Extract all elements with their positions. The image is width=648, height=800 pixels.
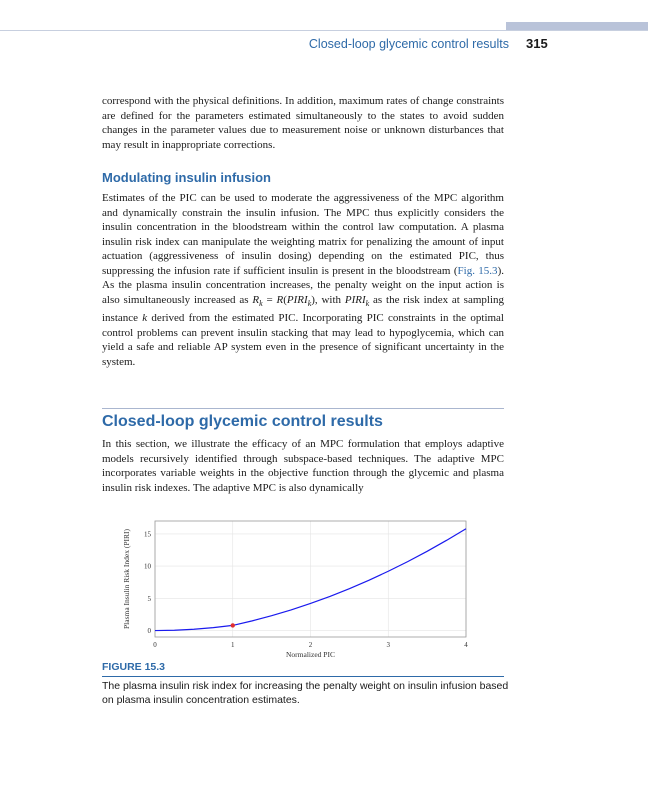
paragraph-1: correspond with the physical definitions. In addition, maximum rates of change constraints are defined for the parameters estimated simultaneously to the states to avoid sudden changes in the parameter values due to measurement noise or unknown disturbances that may result in inappropriate corrections. [102,95,504,151]
figure-reference-link[interactable]: Fig. 15.3 [457,264,498,277]
page-number: 315 [526,36,548,51]
eq-k4: k [142,312,148,325]
eq-k1: k [259,298,263,308]
y-tick-label: 5 [147,594,151,603]
p2-text-b: ). As the plasma insulin concentration increases, the penalty weight on the input action is also simultaneously increased as [102,264,504,306]
eq-piri2: PIRI [344,293,366,306]
eq-equals: = [262,293,277,306]
x-tick-label: 4 [464,641,468,649]
eq-close: ), with [311,293,345,306]
header-rule [0,30,648,31]
x-tick-label: 3 [386,641,390,649]
chart-ticks [144,530,468,649]
running-head: Closed-loop glycemic control results [308,37,509,51]
eq-open: ( [283,293,287,306]
section-heading-modulating: Modulating insulin infusion [102,170,271,185]
x-tick-label: 0 [153,641,157,649]
paragraph-2 [102,191,504,369]
y-axis-label: Plasma Insulin Risk Index (PIRI) [122,529,131,629]
header-accent-bar [506,22,648,30]
y-tick-label: 0 [147,627,151,636]
p2-text-a: Estimates of the PIC can be used to moderate the aggressiveness of the MPC algorithm and dynamically constrain the insulin infusion. The MPC thus explicitly considers the insulin concentration in the bloodstream within the control law computation. A plasma insulin risk index can manipulate the weighting matrix for penalizing the amount of input actuation (aggressiveness of insulin dosing) depending on the estimated PIC, thus suppressing the infusion rate if sufficient insulin is present in the bloodstream ( [102,192,504,277]
section-rule [102,408,504,409]
eq-r2: R [276,293,284,306]
section-heading-results: Closed-loop glycemic control results [102,413,383,430]
y-tick-label: 10 [144,562,151,571]
eq-k2: k [307,298,312,308]
eq-piri: PIRI [286,293,308,306]
p2-text-d: derived from the estimated PIC. Incorporating PIC constraints in the optimal control problems can prevent insulin stacking that may lead to hypoglycemia, which can yield a safe and reliable AP system even in the presence of significant uncertainty in the system. [102,312,504,368]
paragraph-3: In this section, we illustrate the efficacy of an MPC formulation that employs adaptive models recursively identified through subspace-based techniques. The adaptive MPC incorporates variable weights in the objective function through the glycemic and plasma insulin risk indexes. The adaptive MPC is also dynamically [102,438,504,494]
eq-r: R [252,293,260,306]
figure-rule [102,676,504,677]
piri-chart [120,516,480,658]
y-tick-label: 15 [144,530,151,539]
figure-label: FIGURE 15.3 [102,661,166,673]
x-axis-label: Normalized PIC [286,650,335,658]
x-tick-label: 2 [308,641,313,649]
p2-text-c: as the risk index at sampling instance [102,293,504,325]
chart-grid [155,521,466,637]
operating-point-marker [231,623,235,627]
eq-k3: k [365,298,370,308]
figure-caption: The plasma insulin risk index for increasing the penalty weight on insulin infusion based on plasma insulin concentration estimates. [102,680,509,706]
x-tick-label: 1 [231,641,235,649]
